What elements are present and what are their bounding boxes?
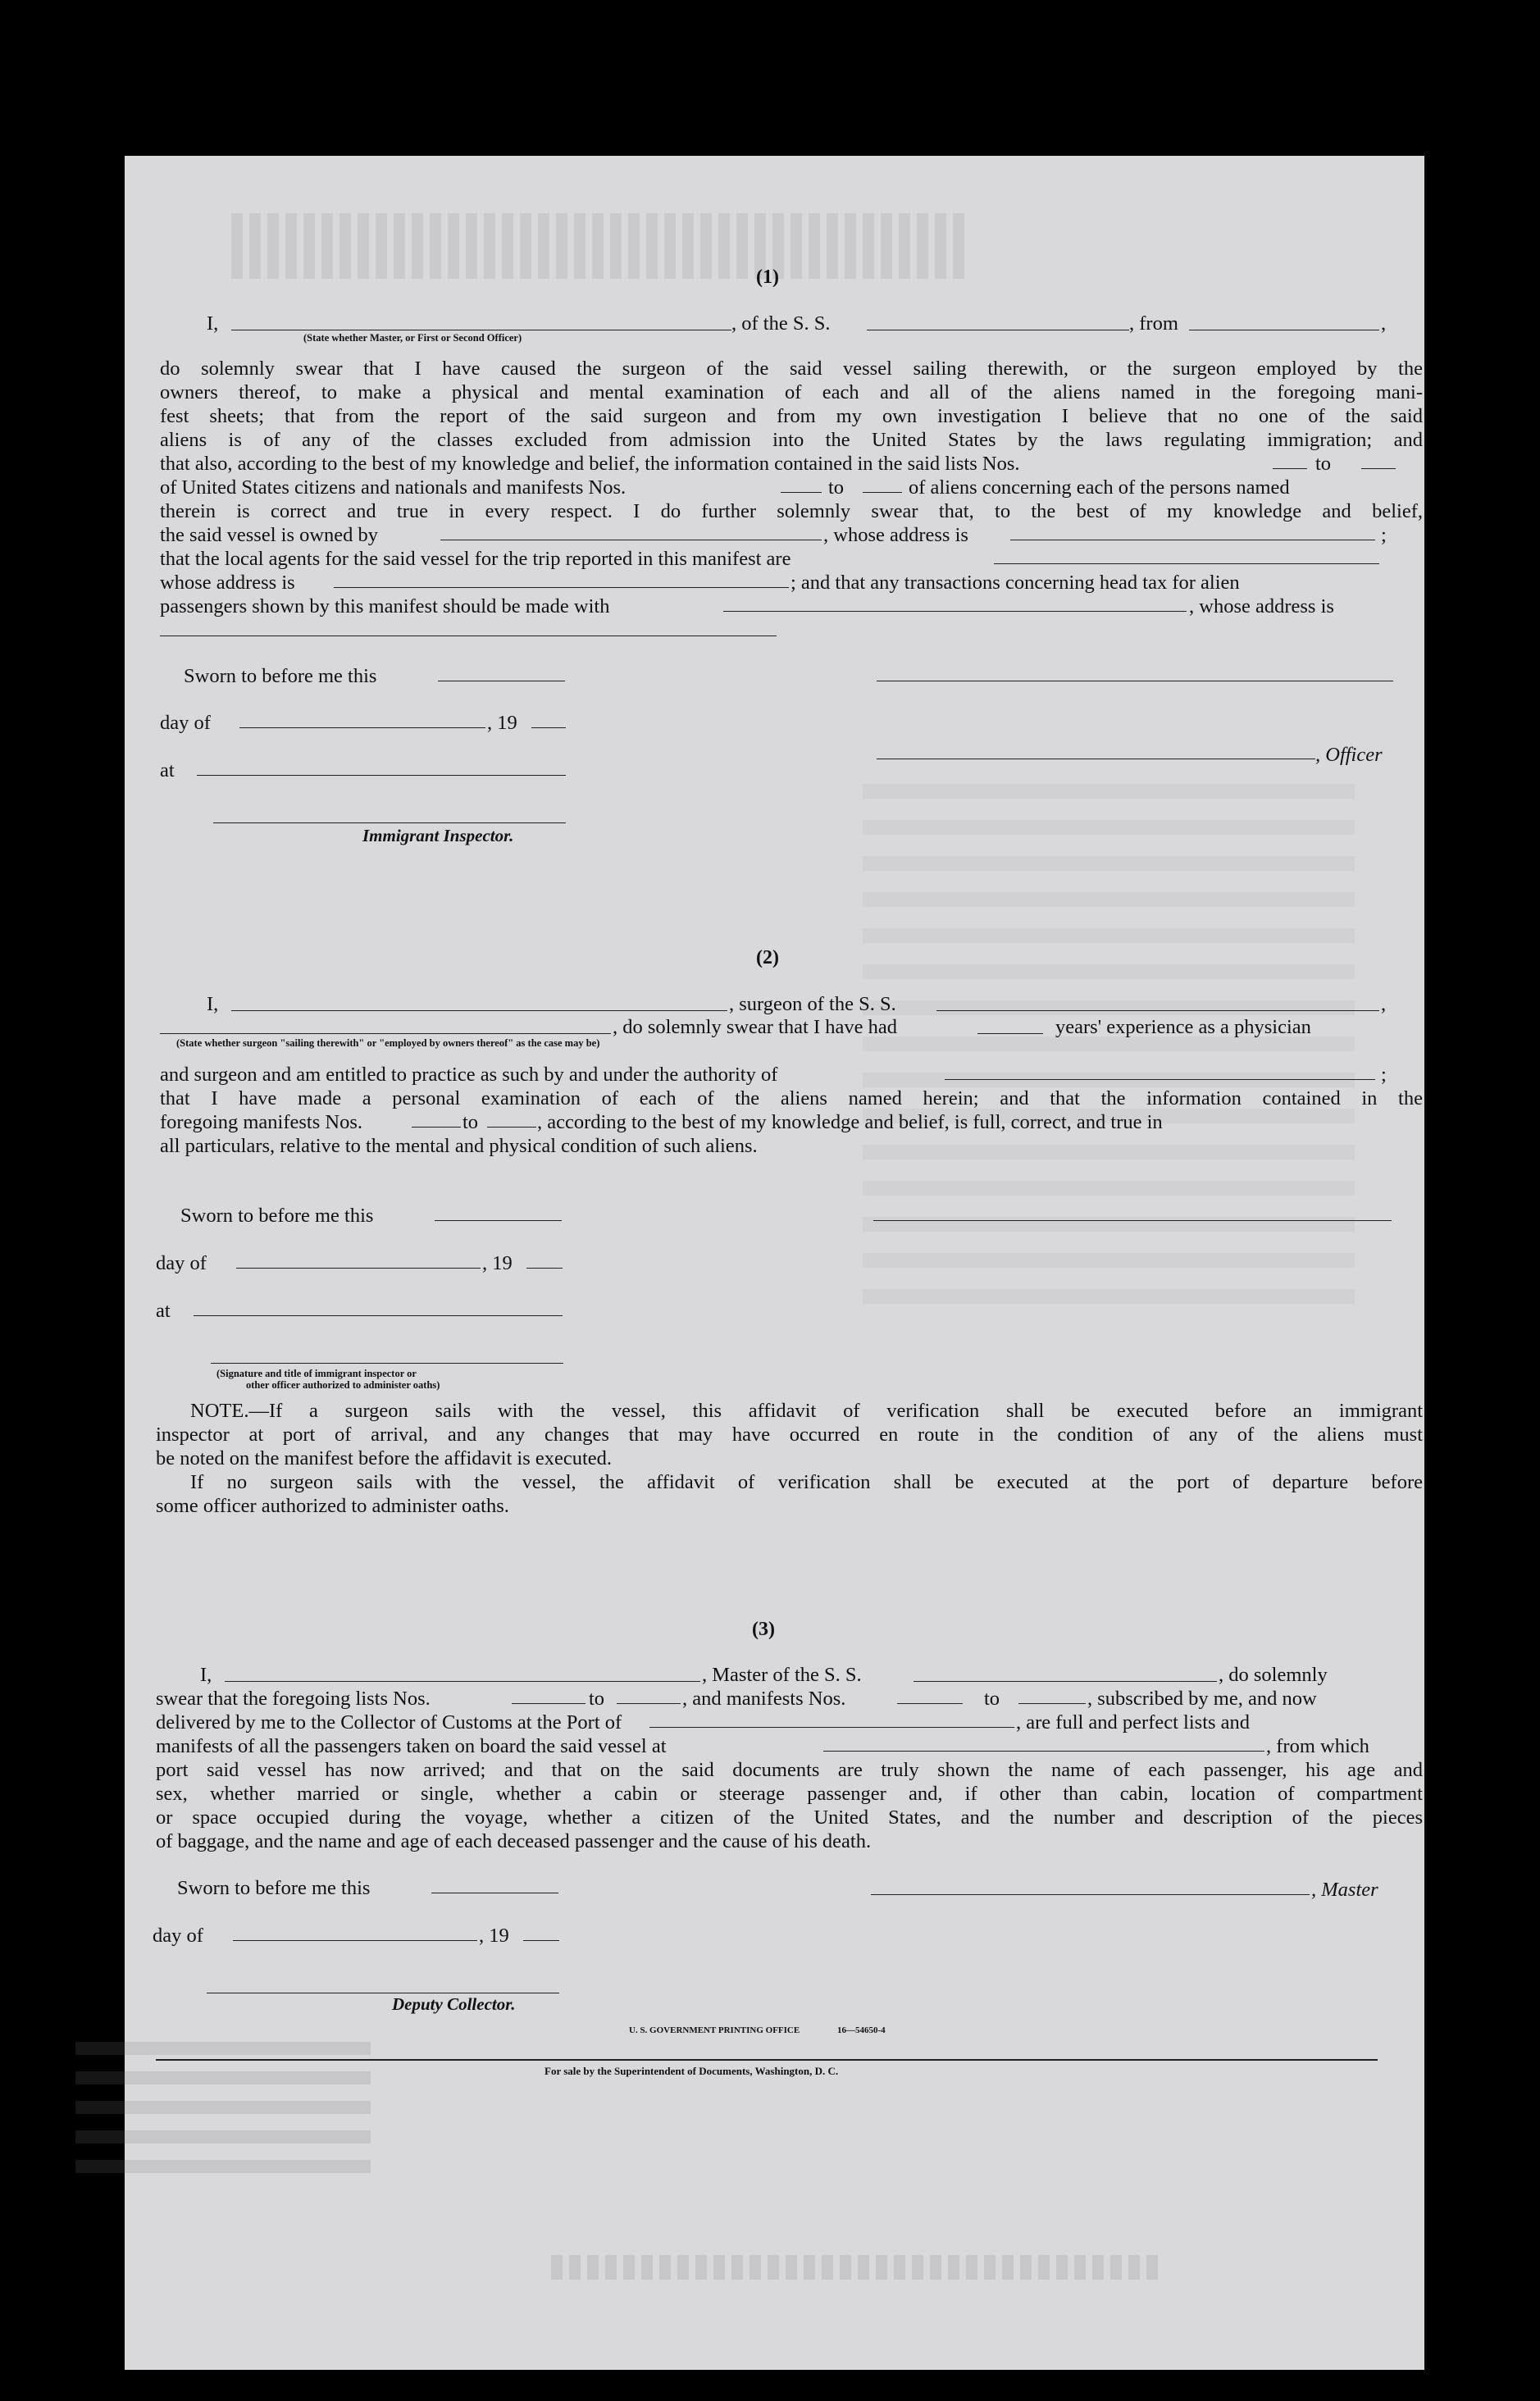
manifest-page — [125, 156, 1424, 2370]
day-of-label: day of — [160, 712, 211, 734]
master-signature-blank[interactable] — [871, 1894, 1310, 1895]
lists-to-blank[interactable] — [617, 1703, 681, 1704]
embark-port-blank[interactable] — [823, 1751, 1264, 1752]
oath-text: ; and that any transactions concerning head tax for alien — [791, 572, 1240, 594]
inspector-signature-blank[interactable] — [213, 822, 566, 823]
sworn-date-blank[interactable] — [435, 1220, 562, 1221]
oath-text: , do solemnly swear that I have had — [613, 1016, 897, 1038]
oath-text: , whose address is — [823, 524, 968, 546]
oath-line: aliens is of any of the classes excluded from admission into the United States by the laws regulating immigration; and — [160, 429, 1423, 451]
at-blank[interactable] — [197, 775, 566, 776]
oath-line: sex, whether married or single, whether a cabin or steerage passenger and, if other than cabin, location of compartment — [156, 1783, 1423, 1805]
sale-notice: For sale by the Superintendent of Documents, Washington, D. C. — [544, 2065, 839, 2077]
oath-text: to — [828, 476, 845, 499]
oath-text: all particulars, relative to the mental and physical condition of such aliens. — [160, 1135, 758, 1157]
note-line: be noted on the manifest before the affidavit is executed. — [156, 1447, 613, 1469]
oath-text: , from — [1129, 312, 1178, 335]
oath-text: delivered by me to the Collector of Customs at the Port of — [156, 1711, 622, 1734]
officer-label: , Officer — [1315, 744, 1383, 766]
at-label: at — [160, 759, 175, 781]
oath-text: ; — [1381, 1064, 1387, 1086]
sworn-label: Sworn to before me this — [180, 1205, 374, 1227]
oath-text: , Master of the S. S. — [702, 1664, 862, 1686]
oath-text: , are full and perfect lists and — [1016, 1711, 1251, 1734]
oath-text: , of the S. S. — [731, 312, 831, 335]
oath-text: passengers shown by this manifest should be made with — [160, 595, 610, 617]
sworn-label: Sworn to before me this — [177, 1877, 371, 1899]
manifests-from-blank[interactable] — [781, 492, 822, 493]
sworn-label: Sworn to before me this — [184, 665, 377, 687]
note-line: NOTE.—If a surgeon sails with the vessel, this affidavit of verification shall be executed before an immigrant — [190, 1400, 1423, 1422]
oath-i: I, — [207, 993, 219, 1015]
year-label: , 19 — [482, 1252, 513, 1274]
oath-text: and surgeon and am entitled to practice as such by and under the authority of — [160, 1064, 778, 1086]
inspector-label: Immigrant Inspector. — [362, 826, 514, 845]
oath-text: , whose address is — [1189, 595, 1334, 617]
master-name-blank[interactable] — [225, 1681, 700, 1682]
oath-text: , subscribed by me, and now — [1087, 1688, 1317, 1710]
form-number: 16—54650-4 — [837, 2025, 886, 2035]
at-label: at — [156, 1300, 171, 1322]
years-blank[interactable] — [977, 1033, 1043, 1034]
oath-text: to — [1315, 453, 1332, 475]
day-of-label: day of — [153, 1925, 203, 1947]
oath-line: do solemnly swear that I have caused the surgeon of the said vessel sailing therewith, or the surgeon employed by the — [160, 358, 1423, 380]
oath-text: , — [1381, 993, 1387, 1015]
port-blank[interactable] — [649, 1727, 1014, 1728]
oath-line: owners thereof, to make a physical and mental examination of each and all of the aliens named in the foregoing mani- — [160, 381, 1423, 403]
surgeon-vessel-blank[interactable] — [936, 1010, 1379, 1011]
section-number: (1) — [756, 267, 779, 288]
oath-text: , surgeon of the S. S. — [729, 993, 896, 1015]
head-tax-blank[interactable] — [723, 611, 1187, 612]
oath-line: fest sheets; that from the report of the said surgeon and from my own investigation I believe that no one of the said — [160, 405, 1423, 427]
surgeon-name-blank[interactable] — [231, 1010, 727, 1011]
oath-text: , — [1381, 312, 1387, 335]
surgeon-capacity-note: (State whether surgeon "sailing therewith" or "employed by owners thereof" as the case may be) — [176, 1037, 600, 1049]
manifests-from-blank[interactable] — [897, 1703, 963, 1704]
year-blank[interactable] — [526, 1268, 563, 1269]
signature-note: (Signature and title of immigrant inspector or — [216, 1368, 417, 1379]
inspector-signature-blank[interactable] — [211, 1363, 563, 1364]
bleed-through — [551, 2255, 1158, 2280]
oath-line: that I have made a personal examination of each of the aliens named herein; and that the information contained in the — [160, 1087, 1423, 1109]
oath-text: , from which — [1266, 1735, 1369, 1757]
lists-from-blank[interactable] — [1273, 468, 1307, 469]
manifests-to-blank[interactable] — [1018, 1703, 1086, 1704]
lists-to-blank[interactable] — [1361, 468, 1396, 469]
oath-text: the said vessel is owned by — [160, 524, 379, 546]
year-blank[interactable] — [531, 727, 566, 728]
master-vessel-blank[interactable] — [914, 1681, 1217, 1682]
oath-text: foregoing manifests Nos. — [160, 1111, 362, 1133]
oath-i: I, — [200, 1664, 212, 1686]
note-line: some officer authorized to administer oaths. — [156, 1495, 509, 1517]
punch-hole — [1437, 1768, 1471, 1802]
oath-text: years' experience as a physician — [1055, 1016, 1311, 1038]
agents-address-blank[interactable] — [334, 587, 789, 588]
oath-text: swear that the foregoing lists Nos. — [156, 1688, 431, 1710]
oath-line — [207, 312, 218, 335]
at-blank[interactable] — [194, 1315, 563, 1316]
punch-hole — [1431, 631, 1465, 666]
surgeon-manifests-to-blank[interactable] — [487, 1127, 536, 1128]
oath-line: therein is correct and true in every respect. I do further solemnly swear that, to the best of my knowledge and belief, — [160, 500, 1423, 522]
manifests-to-blank[interactable] — [863, 492, 902, 493]
oath-line: port said vessel has now arrived; and that on the said documents are truly shown the name of each passenger, his age and — [156, 1759, 1423, 1781]
oath-text: that also, according to the best of my knowledge and belief, the information contained in the said lists Nos. — [160, 453, 1020, 475]
oath-i: I, — [207, 312, 219, 335]
oath-text: of United States citizens and nationals and manifests Nos. — [160, 476, 626, 499]
year-label: , 19 — [487, 712, 517, 734]
oath-line: of baggage, and the name and age of each deceased passenger and the cause of his death. — [156, 1830, 872, 1852]
day-of-blank[interactable] — [236, 1268, 481, 1269]
lists-from-blank[interactable] — [512, 1703, 585, 1704]
day-of-blank[interactable] — [233, 1940, 477, 1941]
signature-note: other officer authorized to administer oaths) — [246, 1379, 440, 1391]
oath-text: to — [984, 1688, 1000, 1710]
officer-rank-note: (State whether Master, or First or Second Officer) — [303, 332, 522, 344]
year-blank[interactable] — [523, 1940, 559, 1941]
oath-text: manifests of all the passengers taken on board the said vessel at — [156, 1735, 667, 1757]
oath-line: or space occupied during the voyage, whether a citizen of the United States, and the number and description of the pieces — [156, 1806, 1423, 1829]
authority-blank[interactable] — [945, 1079, 1375, 1080]
oath-text: , according to the best of my knowledge and belief, is full, correct, and true in — [537, 1111, 1163, 1133]
surgeon-capacity-blank[interactable] — [160, 1033, 611, 1034]
agents-blank[interactable] — [994, 563, 1379, 564]
bleed-through — [863, 779, 1355, 1304]
oath-text: that the local agents for the said vessel for the trip reported in this manifest are — [160, 548, 791, 570]
day-of-blank[interactable] — [239, 727, 485, 728]
section-number: (3) — [752, 1619, 775, 1640]
oath-text: , do solemnly — [1219, 1664, 1328, 1686]
surgeon-manifests-from-blank[interactable] — [412, 1127, 461, 1128]
oath-text: of aliens concerning each of the persons named — [909, 476, 1290, 499]
bleed-through — [75, 2025, 371, 2173]
day-of-label: day of — [156, 1252, 207, 1274]
oath-text: whose address is — [160, 572, 295, 594]
footer-rule — [156, 2059, 1378, 2061]
collector-label: Deputy Collector. — [392, 1994, 516, 2014]
note-line: inspector at port of arrival, and any changes that may have occurred en route in the condition of any of the aliens must — [156, 1424, 1423, 1446]
oath-text: , and manifests Nos. — [682, 1688, 846, 1710]
master-label: , Master — [1311, 1879, 1378, 1901]
printing-office: U. S. GOVERNMENT PRINTING OFFICE — [629, 2025, 800, 2035]
section-number: (2) — [756, 947, 779, 968]
bleed-through — [231, 213, 969, 279]
year-label: , 19 — [479, 1925, 509, 1947]
surgeon-signature-blank[interactable] — [873, 1220, 1392, 1221]
oath-text: to — [462, 1111, 479, 1133]
note-line: If no surgeon sails with the vessel, the affidavit of verification shall be executed at the port of departure before — [190, 1471, 1423, 1493]
oath-text: to — [589, 1688, 605, 1710]
oath-text: ; — [1381, 524, 1387, 546]
